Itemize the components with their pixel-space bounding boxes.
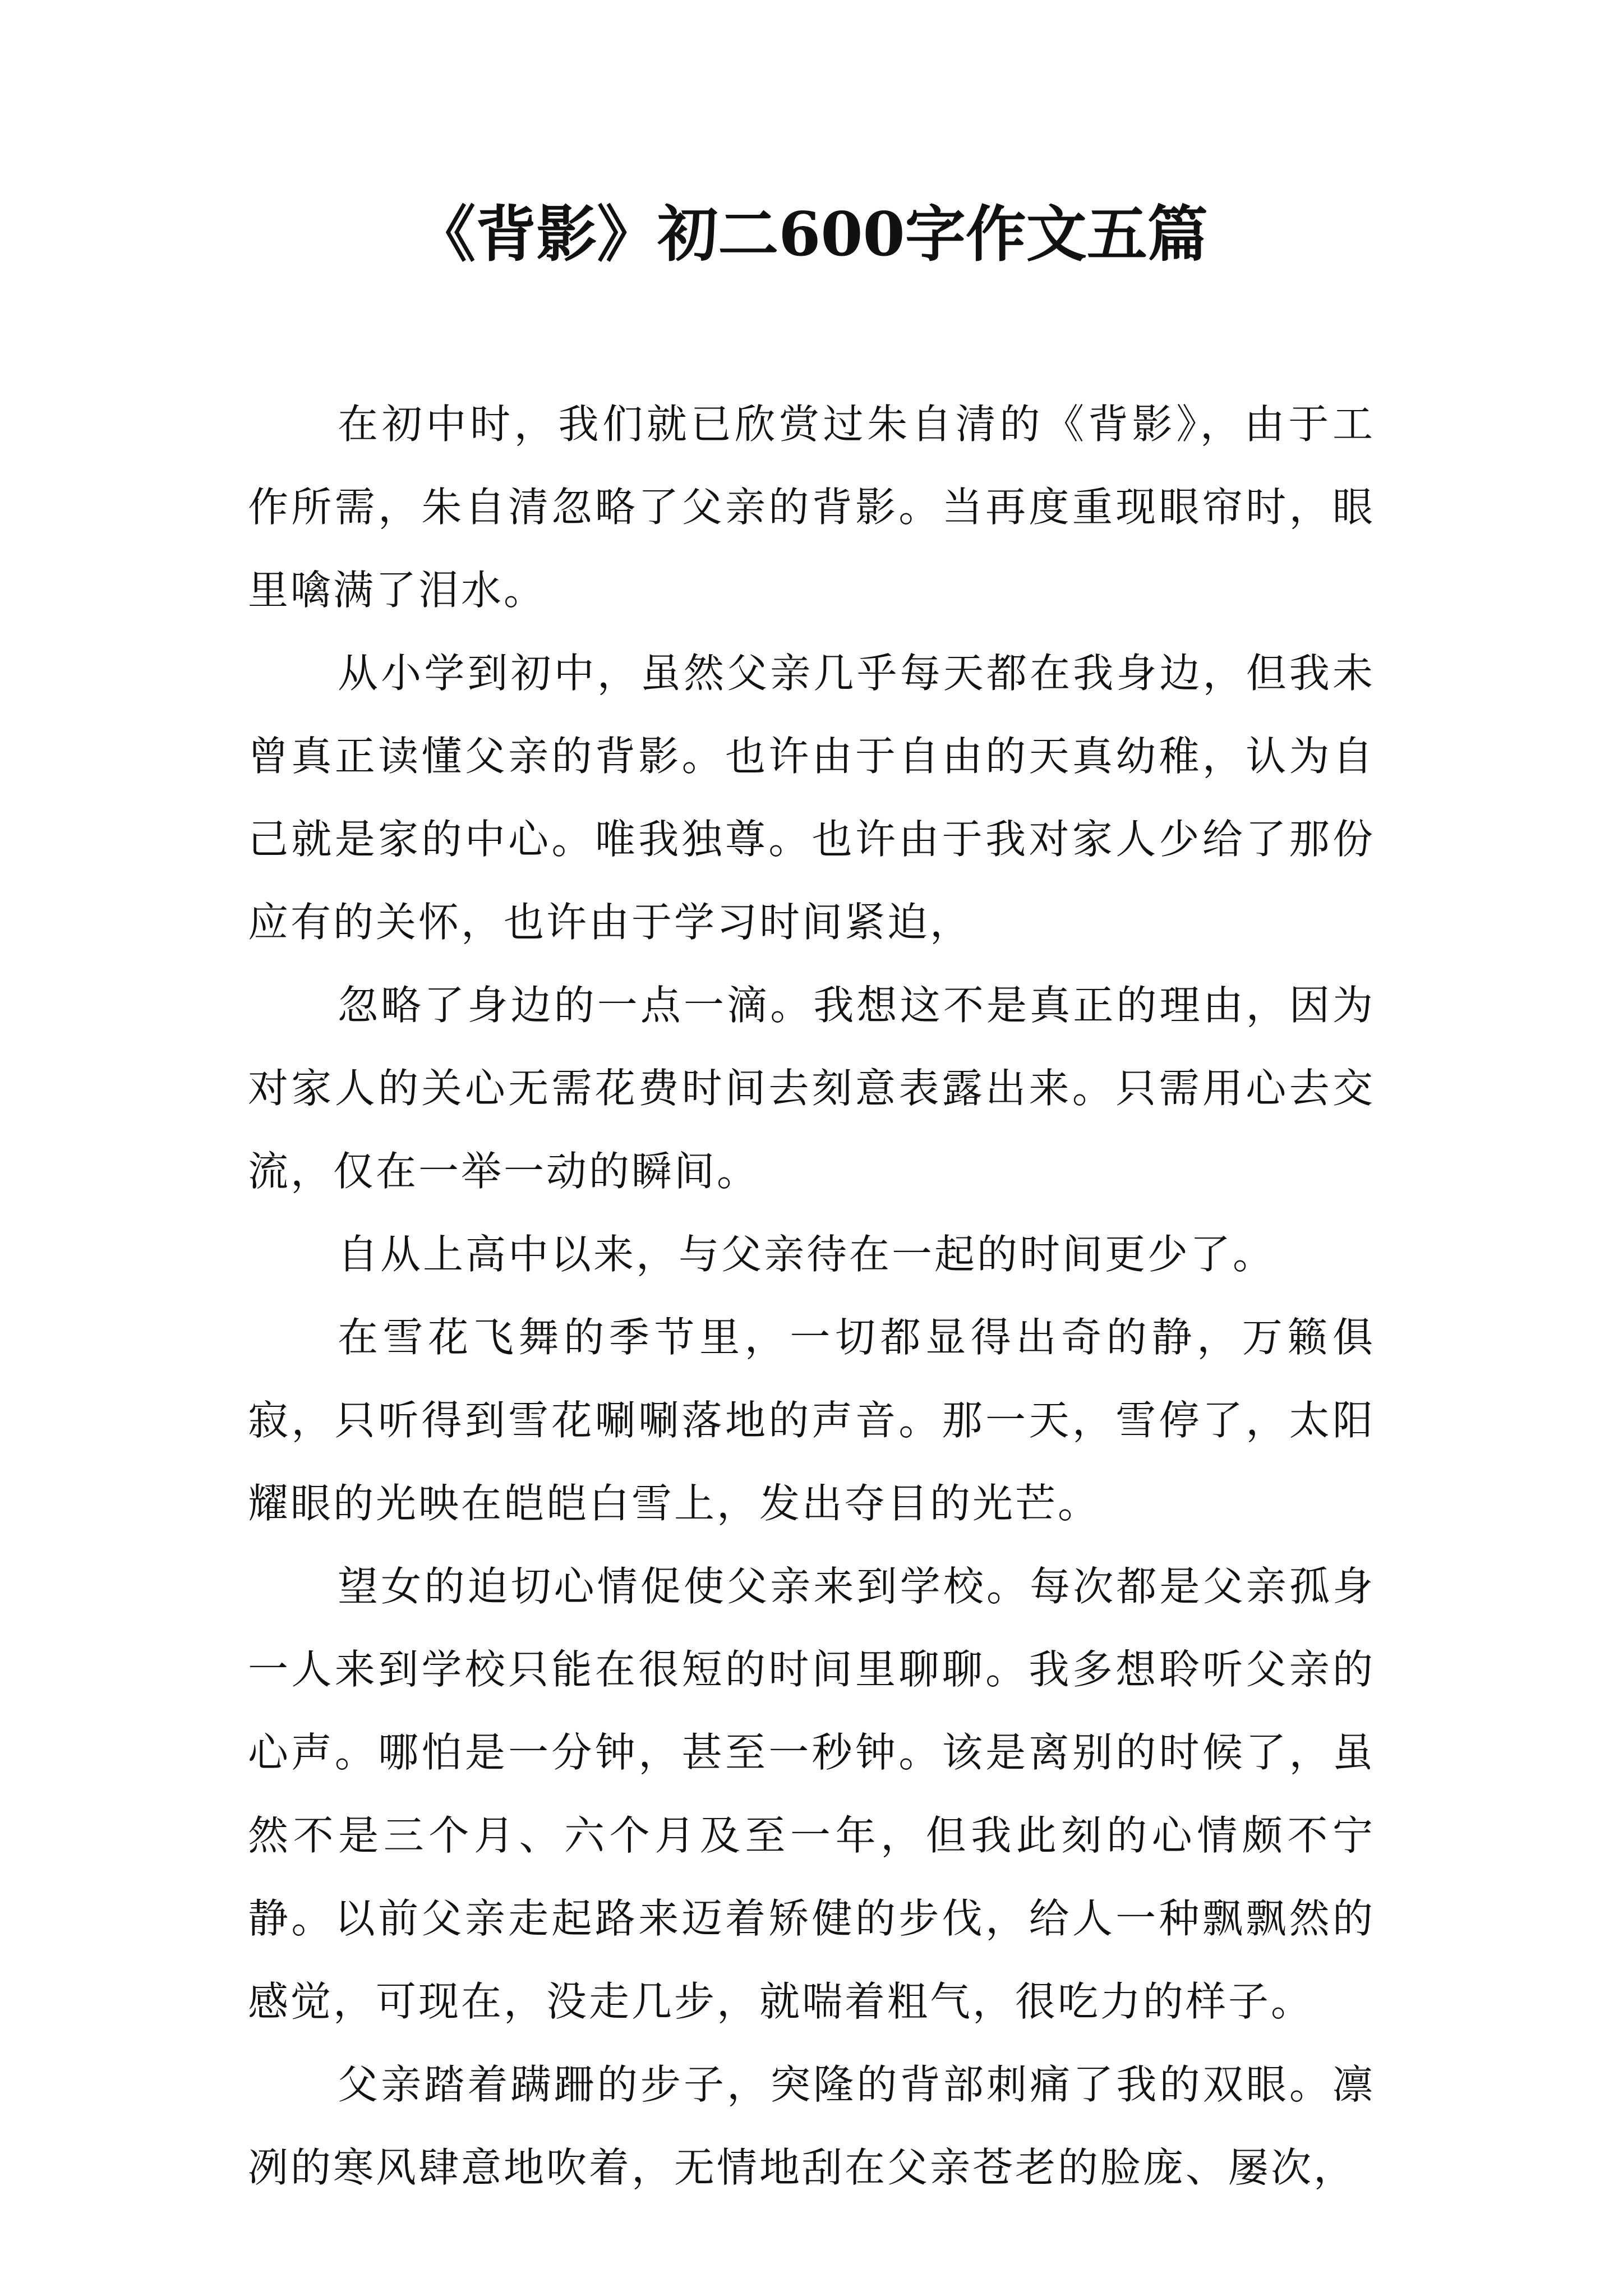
paragraph-7: 父亲踏着蹒跚的步子，突隆的背部刺痛了我的双眼。凛冽的寒风肆意地吹着，无情地刮在父亲苍老的脸庞、屡次， bbox=[248, 2061, 1375, 2191]
paragraph-1: 在初中时，我们就已欣赏过朱自清的《背影》，由于工作所需，朱自清忽略了父亲的背影。当再度重现眼帘时，眼里噙满了泪水。 bbox=[248, 401, 1375, 614]
paragraph-2: 从小学到初中，虽然父亲几乎每天都在我身边，但我未曾真正读懂父亲的背影。也许由于自由的天真幼稚，认为自己就是家的中心。唯我独尊。也许由于我对家人少给了那份应有的关怀，也许由于学习时间紧迫， bbox=[248, 650, 1375, 946]
paragraph-5: 在雪花飞舞的季节里，一切都显得出奇的静，万籁俱寂，只听得到雪花唰唰落地的声音。那一天，雪停了，太阳耀眼的光映在皑皑白雪上，发出夺目的光芒。 bbox=[248, 1314, 1375, 1527]
paragraph-3: 忽略了身边的一点一滴。我想这不是真正的理由，因为对家人的关心无需花费时间去刻意表露出来。只需用心去交流，仅在一举一动的瞬间。 bbox=[248, 982, 1375, 1195]
paragraph-4: 自从上高中以来，与父亲待在一起的时间更少了。 bbox=[338, 1231, 1276, 1278]
document-title: 《背影》初二600字作文五篇 bbox=[415, 199, 1208, 270]
paragraph-6: 望女的迫切心情促使父亲来到学校。每次都是父亲孤身一人来到学校只能在很短的时间里聊聊。我多想聆听父亲的心声。哪怕是一分钟，甚至一秒钟。该是离别的时候了，虽然不是三个月、六个月及至一年，但我此刻的心情颇不宁静。以前父亲走起路来迈着矫健的步伐，给人一种飘飘然的感觉，可现在，没走几步，就喘着粗气，很吃力的样子。 bbox=[248, 1563, 1375, 2025]
document-body bbox=[248, 383, 1375, 2209]
